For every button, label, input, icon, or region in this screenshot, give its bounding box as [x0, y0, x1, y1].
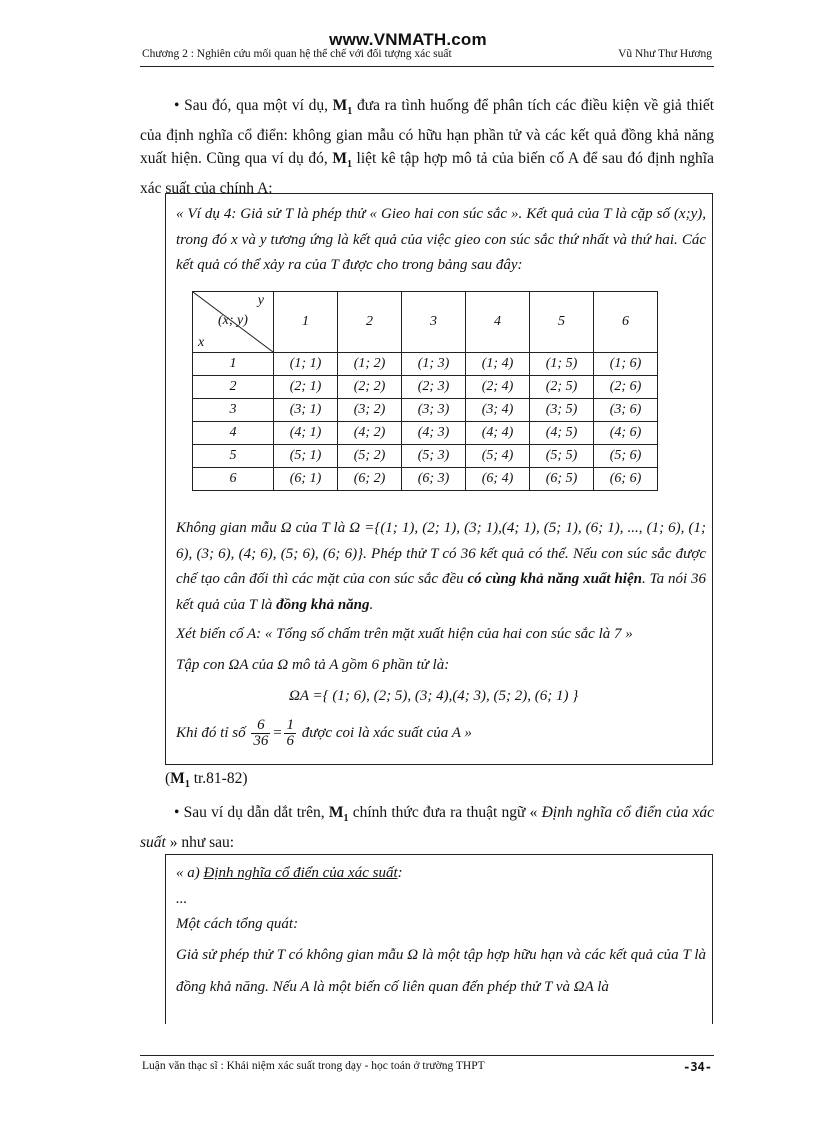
- table-cell: (1; 1): [274, 353, 338, 376]
- table-cell: (4; 1): [274, 422, 338, 445]
- fraction-1-6: $\frac{1}{6}$: [286, 717, 294, 749]
- table-cell: (3; 1): [274, 399, 338, 422]
- table-cell: (2; 1): [274, 376, 338, 399]
- table-cell: (3; 3): [402, 399, 466, 422]
- equally-likely-emphasis: có cùng khả năng xuất hiện: [467, 571, 642, 587]
- table-cell: (1; 2): [338, 353, 402, 376]
- column-header: 6: [594, 292, 658, 353]
- table-row: [193, 399, 658, 422]
- event-set-formula: ΩA ={ (1; 6), (2; 5), (3; 4),(4; 3), (5; 2), (6; 1) }: [289, 688, 579, 704]
- table-cell: (4; 6): [594, 422, 658, 445]
- equally-likely-term: đồng khả năng: [276, 596, 370, 613]
- table-cell: (5; 3): [402, 445, 466, 468]
- table-cell: (6; 5): [530, 468, 594, 491]
- citation: ($M_1$ tr.81-82): [165, 770, 248, 791]
- intro-paragraph: • Sau đó, qua một ví dụ, $M_1$ đưa ra tình huống để phân tích các điều kiện về giả thiết của định nghĩa cổ điển: không gian mẫu có hữu hạn phần tử và các kết quả đồng khả năng xuất hiện. Cũng qua ví dụ đó, $M_1$ liệt kê tập hợp mô tả của biến cố A để sau đó định nghĩa xác suất của chính A:: [140, 97, 715, 197]
- row-header: 2: [193, 376, 274, 399]
- table-cell: (1; 4): [466, 353, 530, 376]
- table-cell: (4; 5): [530, 422, 594, 445]
- table-cell: (3; 6): [594, 399, 658, 422]
- row-header: 5: [193, 445, 274, 468]
- column-header: 4: [466, 292, 530, 353]
- table-row: [193, 422, 658, 445]
- table-cell: (5; 2): [338, 445, 402, 468]
- definition-ellipsis: ...: [176, 891, 188, 907]
- classical-definition-term: Định nghĩa cổ điển của xác suất: [140, 804, 715, 851]
- table-cell: (3; 2): [338, 399, 402, 422]
- table-cell: (1; 3): [402, 353, 466, 376]
- footer-rule: [140, 1055, 714, 1056]
- table-cell: (2; 4): [466, 376, 530, 399]
- table-cell: (5; 4): [466, 445, 530, 468]
- column-header: 3: [402, 292, 466, 353]
- table-cell: (4; 3): [402, 422, 466, 445]
- site-url: www.VNMATH.com: [329, 30, 487, 49]
- table-cell: (6; 4): [466, 468, 530, 491]
- example-box: [165, 193, 713, 765]
- table-cell: (6; 1): [274, 468, 338, 491]
- column-header: 2: [338, 292, 402, 353]
- table-cell: (5; 5): [530, 445, 594, 468]
- table-cell: (2; 3): [402, 376, 466, 399]
- second-paragraph: • Sau ví dụ dẫn dắt trên, $M_1$ chính thức đưa ra thuật ngữ « Định nghĩa cổ điển của xác suất » như sau:: [140, 804, 715, 851]
- table-cell: (3; 5): [530, 399, 594, 422]
- bullet: •: [174, 804, 180, 821]
- page-number: -34-: [683, 1060, 712, 1074]
- subset-description: Tập con ΩA của Ω mô tả A gồm 6 phần tử là:: [176, 657, 450, 673]
- chapter-title: Chương 2 : Nghiên cứu mối quan hệ thể chế với đối tượng xác suất: [142, 48, 452, 60]
- table-cell: (3; 4): [466, 399, 530, 422]
- corner-y-label: y: [257, 293, 264, 308]
- column-header: 5: [530, 292, 594, 353]
- dice-outcome-table: [192, 291, 658, 491]
- event-definition: Xét biến cố A: « Tổng số chấm trên mặt xuất hiện của hai con súc sắc là 7 »: [176, 626, 633, 642]
- row-header: 1: [193, 353, 274, 376]
- probability-ratio: Khi đó tỉ số $\frac{6}{36}$ = $\frac{1}{6}$ được coi là xác suất của A »: [176, 717, 472, 749]
- definition-text: Giả sử phép thử T có không gian mẫu Ω là một tập hợp hữu hạn và các kết quả của T là đồng khả năng. Nếu A là một biến cố liên quan đến phép thử T và ΩA là: [176, 947, 706, 995]
- table-cell: (4; 4): [466, 422, 530, 445]
- table-row: [193, 376, 658, 399]
- corner-x-label: x: [198, 335, 205, 350]
- table-cell: (1; 5): [530, 353, 594, 376]
- table-cell: (6; 2): [338, 468, 402, 491]
- table-row: [193, 445, 658, 468]
- table-row: [193, 468, 658, 491]
- definition-title: « a) Định nghĩa cổ điển của xác suất:: [176, 865, 403, 881]
- definition-box: [165, 854, 713, 1024]
- table-cell: (2; 2): [338, 376, 402, 399]
- table-row: [193, 353, 658, 376]
- fraction-6-36: $\frac{6}{36}$: [253, 717, 269, 749]
- thesis-title: Luận văn thạc sĩ : Khái niệm xác suất trong dạy - học toán ở trường THPT: [142, 1060, 485, 1072]
- table-cell: (6; 3): [402, 468, 466, 491]
- table-cell: (1; 6): [594, 353, 658, 376]
- table-cell: (5; 6): [594, 445, 658, 468]
- row-header: 6: [193, 468, 274, 491]
- header-rule: [140, 66, 714, 67]
- bullet: •: [174, 97, 180, 114]
- example-intro: « Ví dụ 4: Giả sử T là phép thử « Gieo hai con súc sắc ». Kết quả của T là cặp số (x;y), trong đó x và y tương ứng là kết quả của việc gieo con súc sắc thứ nhất và thứ hai. Các kết quả có thể xảy ra của T được cho trong bảng sau đây:: [176, 206, 706, 273]
- author-name: Vũ Như Thư Hương: [618, 48, 712, 60]
- table-corner: [193, 292, 274, 353]
- column-header: 1: [274, 292, 338, 353]
- table-cell: (2; 5): [530, 376, 594, 399]
- corner-xy-label: (x; y): [218, 313, 248, 328]
- general-statement: Một cách tổng quát:: [176, 916, 299, 932]
- table-cell: (5; 1): [274, 445, 338, 468]
- table-cell: (2; 6): [594, 376, 658, 399]
- table-header-row: [193, 292, 658, 353]
- row-header: 4: [193, 422, 274, 445]
- row-header: 3: [193, 399, 274, 422]
- sample-space-paragraph: Không gian mẫu Ω của T là Ω ={(1; 1), (2; 1), (3; 1),(4; 1), (5; 1), (6; 1), ..., (1; 6), (1; 6), (3; 6), (4; 6), (5; 6), (6; 6)}. Phép thử T có 36 kết quả có thể. Nếu con súc sắc được chế tạo cân đối thì các mặt của con súc sắc đều có cùng khả năng xuất hiện. Ta nói 36 kết quả của T là đồng khả năng.: [176, 520, 707, 613]
- table-cell: (6; 6): [594, 468, 658, 491]
- table-cell: (4; 2): [338, 422, 402, 445]
